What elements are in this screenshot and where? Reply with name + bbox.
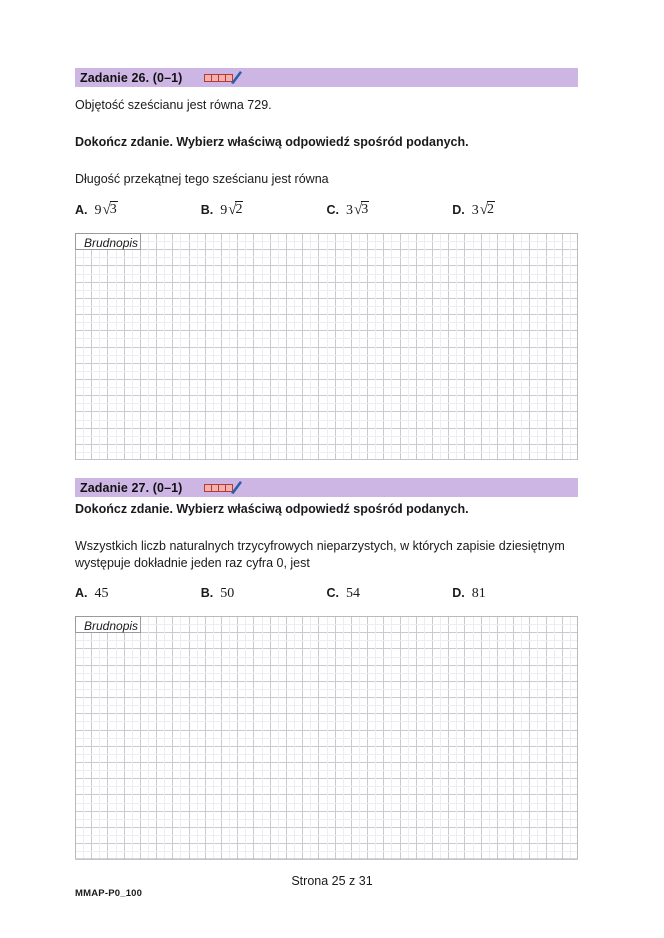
sqrt-icon <box>479 202 495 219</box>
task-26-stem: Długość przekątnej tego sześcianu jest równa <box>75 172 329 186</box>
multiple-choice-pen-icon <box>204 481 244 495</box>
sqrt-icon <box>227 202 243 219</box>
task-27-stem-line2: występuje dokładnie jeden raz cyfra 0, jest <box>75 556 310 571</box>
task-title-27: Zadanie 27. (0–1) <box>80 480 183 495</box>
option-a-26[interactable] <box>75 202 201 219</box>
option-letter: B. <box>200 203 214 217</box>
task-title-26: Zadanie 26. (0–1) <box>80 70 183 85</box>
option-letter: B. <box>200 586 214 601</box>
option-letter: A. <box>75 203 88 217</box>
radicand: 2 <box>486 202 494 217</box>
option-letter: C. <box>326 586 339 601</box>
task-26-options <box>75 202 578 219</box>
option-value: 81 <box>471 586 486 602</box>
spacer <box>75 518 578 528</box>
option-value <box>95 202 118 219</box>
task-header-27 <box>75 478 578 497</box>
spacer <box>75 151 578 161</box>
multiple-choice-pen-icon <box>204 71 244 85</box>
task-header-26 <box>75 68 578 87</box>
scratch-grid-26[interactable] <box>75 233 578 460</box>
exam-code: MMAP-P0_100 <box>75 888 143 899</box>
page-content <box>75 68 578 860</box>
radicand: 3 <box>109 202 117 217</box>
sqrt-icon <box>353 202 369 219</box>
option-coefficient: 9 <box>220 203 228 218</box>
option-value <box>472 202 495 219</box>
scratch-label-26: Brudnopis <box>84 236 139 250</box>
radical-sign: √ <box>228 202 237 218</box>
option-letter: D. <box>452 203 465 217</box>
task-27-instruction: Dokończ zdanie. Wybierz właściwą odpowiedź spośród podanych. <box>75 502 469 517</box>
option-coefficient: 3 <box>471 203 479 218</box>
option-letter: A. <box>75 586 88 601</box>
option-letter: C. <box>326 203 339 217</box>
option-coefficient: 3 <box>346 203 353 218</box>
option-d-27[interactable] <box>452 586 578 602</box>
option-c-26[interactable] <box>327 202 453 219</box>
task-27-options <box>75 586 578 602</box>
spacer <box>75 460 578 478</box>
scratch-area-27[interactable] <box>75 616 578 859</box>
scratch-grid-27[interactable] <box>75 616 578 859</box>
option-value: 50 <box>220 586 235 602</box>
scratch-area-26[interactable] <box>75 233 578 460</box>
task-26-intro: Objętość sześcianu jest równa 729. <box>75 98 272 112</box>
option-value <box>346 202 369 219</box>
sqrt-icon <box>102 202 118 219</box>
option-letter: D. <box>452 586 465 601</box>
radical-sign: √ <box>102 202 111 218</box>
option-value <box>220 202 243 219</box>
option-c-27[interactable] <box>327 586 453 602</box>
radicand: 3 <box>361 202 369 217</box>
option-a-27[interactable] <box>75 586 201 602</box>
option-b-26[interactable] <box>201 202 327 219</box>
scratch-label-27: Brudnopis <box>84 619 139 634</box>
radicand: 2 <box>235 202 243 217</box>
option-coefficient: 9 <box>94 203 102 218</box>
option-value: 45 <box>94 586 109 602</box>
radical-sign: √ <box>354 202 363 218</box>
radical-sign: √ <box>479 202 488 218</box>
task-27-stem-line1: Wszystkich liczb naturalnych trzycyfrowych nieparzystych, w których zapisie dziesiętnym <box>75 539 565 554</box>
spacer <box>75 114 578 124</box>
page-number: Strona 25 z 31 <box>291 874 373 888</box>
task-26-instruction: Dokończ zdanie. Wybierz właściwą odpowiedź spośród podanych. <box>75 135 469 149</box>
option-d-26[interactable] <box>452 202 578 219</box>
option-b-27[interactable] <box>201 586 327 602</box>
option-value: 54 <box>346 586 360 602</box>
